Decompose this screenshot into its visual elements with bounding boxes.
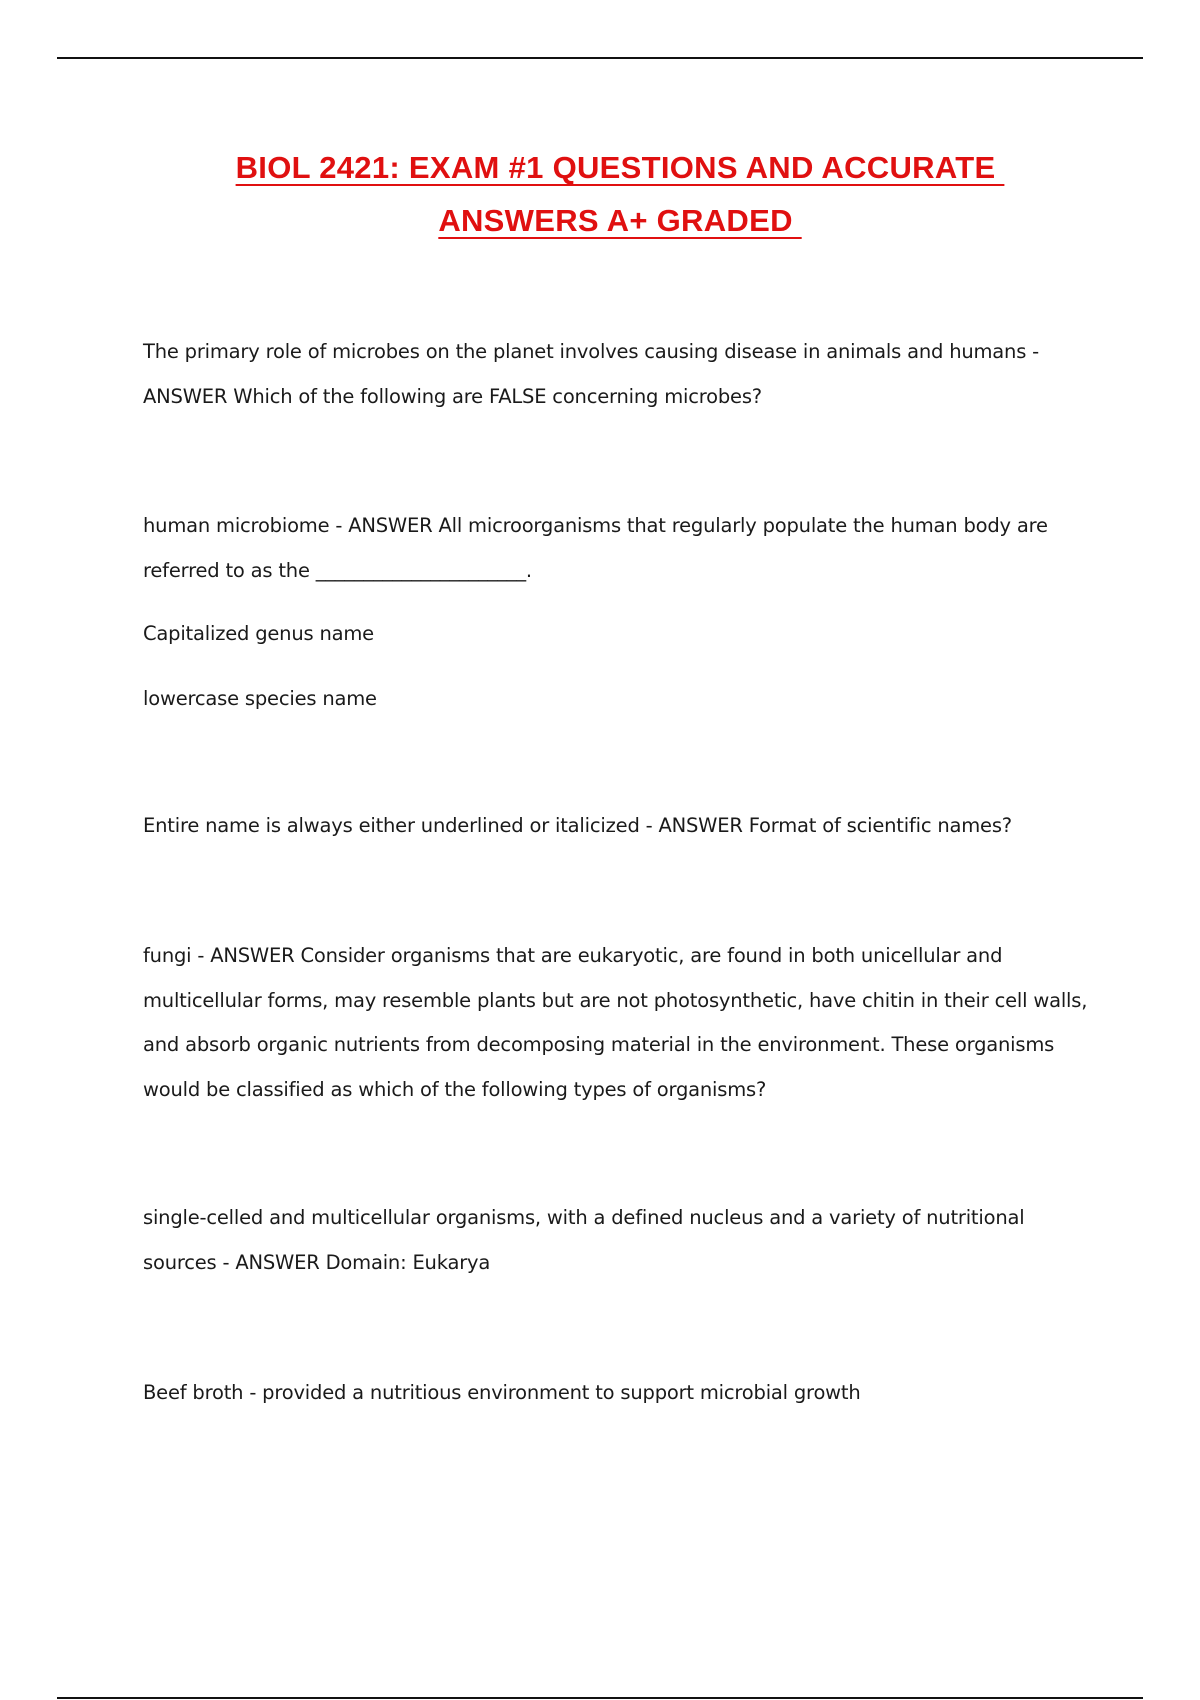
qa-item-human-microbiome: human microbiome - ANSWER All microorganisms that regularly populate the human body are referred to as the ______________________. <box>143 514 1048 582</box>
document-title <box>0 141 1200 247</box>
qa-item-scientific-names: Entire name is always either underlined or italicized - ANSWER Format of scientific names? <box>143 814 1012 837</box>
document-title-line-2: ANSWERS A+ GRADED <box>438 203 802 238</box>
footer-rule <box>57 1697 1143 1699</box>
qa-item-eukarya: single-celled and multicellular organisms, with a defined nucleus and a variety of nutritional sources - ANSWER Domain: Eukarya <box>143 1206 1025 1274</box>
document-title-line-1: BIOL 2421: EXAM #1 QUESTIONS AND ACCURATE <box>235 150 1005 185</box>
qa-item-species-name: lowercase species name <box>143 687 377 710</box>
qa-item-fungi: fungi - ANSWER Consider organisms that are eukaryotic, are found in both unicellular and multicellular forms, may resemble plants but are not photosynthetic, have chitin in their cell walls, and absorb organic nutrients from decomposing material in the environment. These organisms would be classified as which of the following types of organisms? <box>143 944 1088 1101</box>
qa-item-genus-name: Capitalized genus name <box>143 622 374 645</box>
qa-item-beef-broth: Beef broth - provided a nutritious environment to support microbial growth <box>143 1381 861 1404</box>
header-rule <box>57 57 1143 59</box>
qa-item-microbes-role: The primary role of microbes on the planet involves causing disease in animals and humans - ANSWER Which of the following are FALSE concerning microbes? <box>143 340 1040 408</box>
